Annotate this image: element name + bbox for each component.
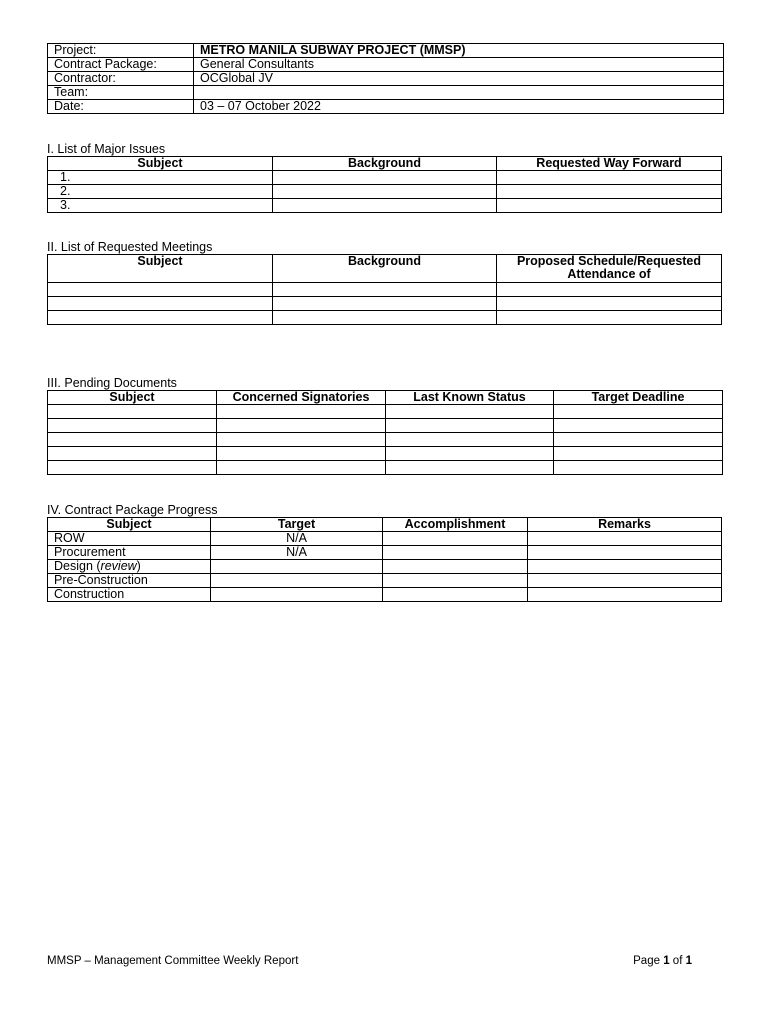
column-header: Target Deadline	[554, 391, 723, 405]
pending-documents-table	[47, 390, 723, 475]
target-cell: N/A	[211, 532, 383, 546]
target-cell: N/A	[211, 546, 383, 560]
table-cell	[217, 405, 386, 419]
table-cell	[528, 588, 722, 602]
table-cell	[554, 433, 723, 447]
page-current: 1	[663, 955, 670, 967]
footer-page-number	[633, 954, 692, 968]
table-row	[48, 185, 722, 199]
subject-suffix: )	[136, 559, 141, 573]
table-cell	[497, 311, 722, 325]
contract-progress-table	[47, 517, 722, 602]
target-cell	[211, 588, 383, 602]
header-row-contract-package	[48, 58, 724, 72]
table-cell	[48, 419, 217, 433]
table-cell	[497, 185, 722, 199]
table-cell	[273, 171, 497, 185]
table-cell	[48, 461, 217, 475]
table-cell	[48, 297, 273, 311]
table-cell	[383, 574, 528, 588]
header-label: Contractor:	[48, 72, 194, 86]
table-cell	[386, 405, 554, 419]
table-row	[48, 199, 722, 213]
table-row	[48, 283, 722, 297]
table-cell	[217, 461, 386, 475]
table-row	[48, 433, 723, 447]
table-row	[48, 532, 722, 546]
table-cell	[386, 433, 554, 447]
table-cell	[48, 405, 217, 419]
page-word: Page	[633, 955, 660, 967]
table-cell	[386, 447, 554, 461]
header-row-project	[48, 44, 724, 58]
subject-prefix: Design (	[54, 559, 101, 573]
table-row	[48, 419, 723, 433]
table-row	[48, 574, 722, 588]
table-cell	[273, 311, 497, 325]
table-cell	[528, 532, 722, 546]
column-header: Proposed Schedule/Requested Attendance of	[497, 255, 722, 283]
column-header: Requested Way Forward	[497, 157, 722, 171]
row-number: 2.	[48, 185, 273, 199]
header-label: Contract Package:	[48, 58, 194, 72]
table-cell	[48, 283, 273, 297]
table-header-row	[48, 518, 722, 532]
section-title-major-issues: I. List of Major Issues	[47, 142, 166, 156]
header-label: Team:	[48, 86, 194, 100]
table-cell	[497, 199, 722, 213]
table-cell	[386, 461, 554, 475]
project-name: METRO MANILA SUBWAY PROJECT (MMSP)	[194, 44, 724, 58]
column-header: Target	[211, 518, 383, 532]
table-cell	[554, 447, 723, 461]
table-cell	[554, 405, 723, 419]
table-header-row	[48, 391, 723, 405]
table-cell	[217, 419, 386, 433]
table-cell	[383, 532, 528, 546]
table-cell	[48, 433, 217, 447]
page-of: of	[672, 955, 683, 967]
table-cell	[554, 419, 723, 433]
header-row-team	[48, 86, 724, 100]
table-cell	[273, 297, 497, 311]
table-row	[48, 447, 723, 461]
target-cell	[211, 574, 383, 588]
table-row	[48, 171, 722, 185]
section-title-contract-progress: IV. Contract Package Progress	[47, 503, 218, 517]
page-total: 1	[685, 955, 692, 967]
subject-cell: ROW	[48, 532, 211, 546]
table-header-row	[48, 255, 722, 283]
table-row	[48, 405, 723, 419]
contract-package-value: General Consultants	[194, 58, 724, 72]
column-header: Accomplishment	[383, 518, 528, 532]
column-header: Last Known Status	[386, 391, 554, 405]
row-number: 3.	[48, 199, 273, 213]
table-row	[48, 311, 722, 325]
table-cell	[554, 461, 723, 475]
table-cell	[48, 311, 273, 325]
table-cell	[497, 283, 722, 297]
table-cell	[273, 199, 497, 213]
target-cell	[211, 560, 383, 574]
major-issues-table	[47, 156, 722, 213]
section-title-pending-documents: III. Pending Documents	[47, 376, 177, 390]
table-cell	[383, 560, 528, 574]
column-header: Concerned Signatories	[217, 391, 386, 405]
subject-cell	[48, 560, 211, 574]
subject-cell: Procurement	[48, 546, 211, 560]
table-cell	[383, 546, 528, 560]
section-title-requested-meetings: II. List of Requested Meetings	[47, 240, 213, 254]
table-cell	[273, 283, 497, 297]
header-table	[47, 43, 724, 114]
requested-meetings-table	[47, 254, 722, 325]
footer-report-title: MMSP – Management Committee Weekly Report	[47, 955, 299, 967]
table-cell	[497, 297, 722, 311]
subject-italic: review	[100, 559, 137, 573]
column-header: Subject	[48, 391, 217, 405]
team-value	[194, 86, 724, 100]
contractor-value: OCGlobal JV	[194, 72, 724, 86]
header-row-contractor	[48, 72, 724, 86]
table-cell	[386, 419, 554, 433]
column-header: Subject	[48, 157, 273, 171]
table-row	[48, 461, 723, 475]
table-header-row	[48, 157, 722, 171]
table-cell	[273, 185, 497, 199]
table-row	[48, 546, 722, 560]
header-label: Project:	[48, 44, 194, 58]
table-cell	[383, 588, 528, 602]
subject-cell: Construction	[48, 588, 211, 602]
table-cell	[48, 447, 217, 461]
column-header: Subject	[48, 518, 211, 532]
table-cell	[497, 171, 722, 185]
header-label: Date:	[48, 100, 194, 114]
column-header: Background	[273, 157, 497, 171]
column-header: Background	[273, 255, 497, 283]
table-cell	[217, 447, 386, 461]
table-cell	[528, 560, 722, 574]
date-value: 03 – 07 October 2022	[194, 100, 724, 114]
table-cell	[217, 433, 386, 447]
table-cell	[528, 574, 722, 588]
table-row	[48, 588, 722, 602]
table-row	[48, 560, 722, 574]
subject-cell: Pre-Construction	[48, 574, 211, 588]
column-header: Subject	[48, 255, 273, 283]
table-cell	[528, 546, 722, 560]
row-number: 1.	[48, 171, 273, 185]
header-row-date	[48, 100, 724, 114]
column-header: Remarks	[528, 518, 722, 532]
table-row	[48, 297, 722, 311]
